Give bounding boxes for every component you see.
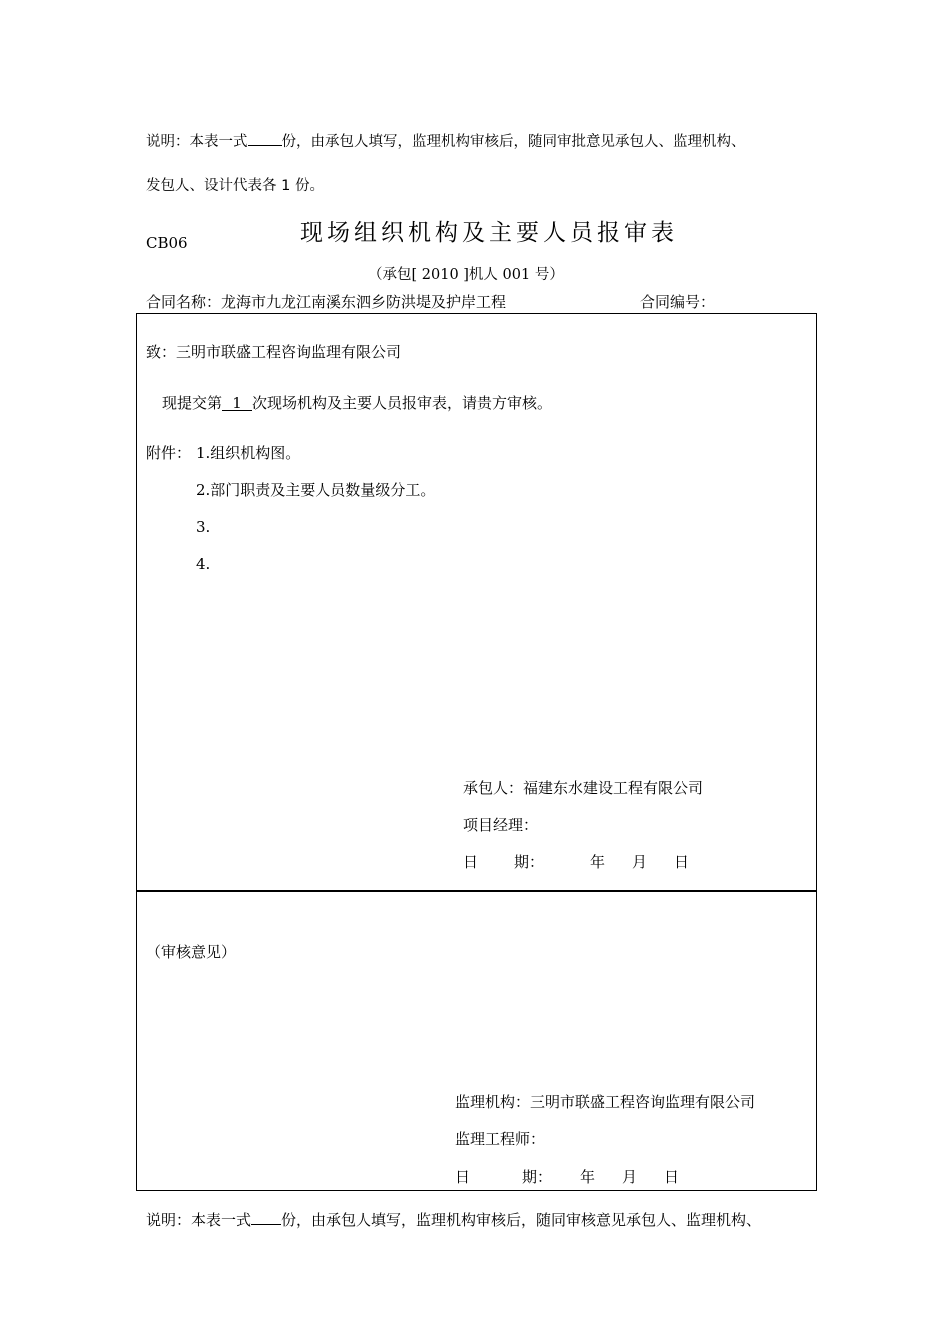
copies-blank: [251, 1208, 281, 1225]
submission-statement: [162, 394, 552, 412]
date-label-2a: 日: [455, 1168, 471, 1186]
bottom-note-prefix: 说明：本表一式: [146, 1210, 252, 1229]
contract-name: 合同名称：龙海市九龙江南溪东泗乡防洪堤及护岸工程: [146, 293, 507, 311]
submission-count: 1: [222, 394, 252, 411]
form-code: CB06: [146, 234, 188, 252]
top-note-suffix: 份，由承包人填写，监理机构审核后，随同审批意见承包人、监理机构、: [281, 134, 746, 151]
attachment-item: 3.: [196, 518, 211, 536]
year-label: 年: [590, 853, 606, 871]
supervising-engineer-label: 监理工程师：: [455, 1130, 546, 1148]
date-label-2b: 期：: [522, 1168, 553, 1186]
year-label: 年: [580, 1168, 596, 1186]
contractor-name: 承包人：福建东水建设工程有限公司: [463, 779, 704, 797]
month-label: 月: [632, 853, 648, 871]
day-label: 日: [664, 1168, 680, 1186]
attachments-label: 附件：: [146, 444, 192, 462]
attachment-item: 1.组织机构图。: [196, 444, 301, 462]
attachment-item: 2.部门职责及主要人员数量级分工。: [196, 481, 436, 499]
date-label-1a: 日: [463, 853, 479, 871]
supervisor-organization: 监理机构：三明市联盛工程咨询监理有限公司: [455, 1093, 756, 1111]
day-label: 日: [674, 853, 690, 871]
contract-number-label: 合同编号：: [640, 293, 716, 311]
submission-prefix: 现提交第: [162, 394, 223, 412]
top-note-line2: 发包人、设计代表各 1 份。: [146, 178, 324, 194]
attachment-item: 4.: [196, 555, 211, 573]
copies-blank: [248, 130, 282, 146]
top-note-prefix: 说明：本表一式: [146, 134, 248, 151]
submission-suffix: 次现场机构及主要人员报审表，请贵方审核。: [252, 394, 553, 412]
date-label-1b: 期：: [514, 853, 545, 871]
bottom-note: [146, 1208, 761, 1229]
project-manager-label: 项目经理：: [463, 816, 539, 834]
addressee: 致：三明市联盛工程咨询监理有限公司: [146, 343, 402, 361]
review-opinion-label: （审核意见）: [146, 943, 237, 961]
document-number: （承包[ 2010 ]机人 001 号）: [368, 267, 564, 283]
bottom-note-suffix: 份，由承包人填写，监理机构审核后，随同审核意见承包人、监理机构、: [281, 1210, 762, 1229]
page-title: 现场组织机构及主要人员报审表: [300, 220, 678, 246]
month-label: 月: [622, 1168, 638, 1186]
top-note-line1: [146, 130, 746, 152]
